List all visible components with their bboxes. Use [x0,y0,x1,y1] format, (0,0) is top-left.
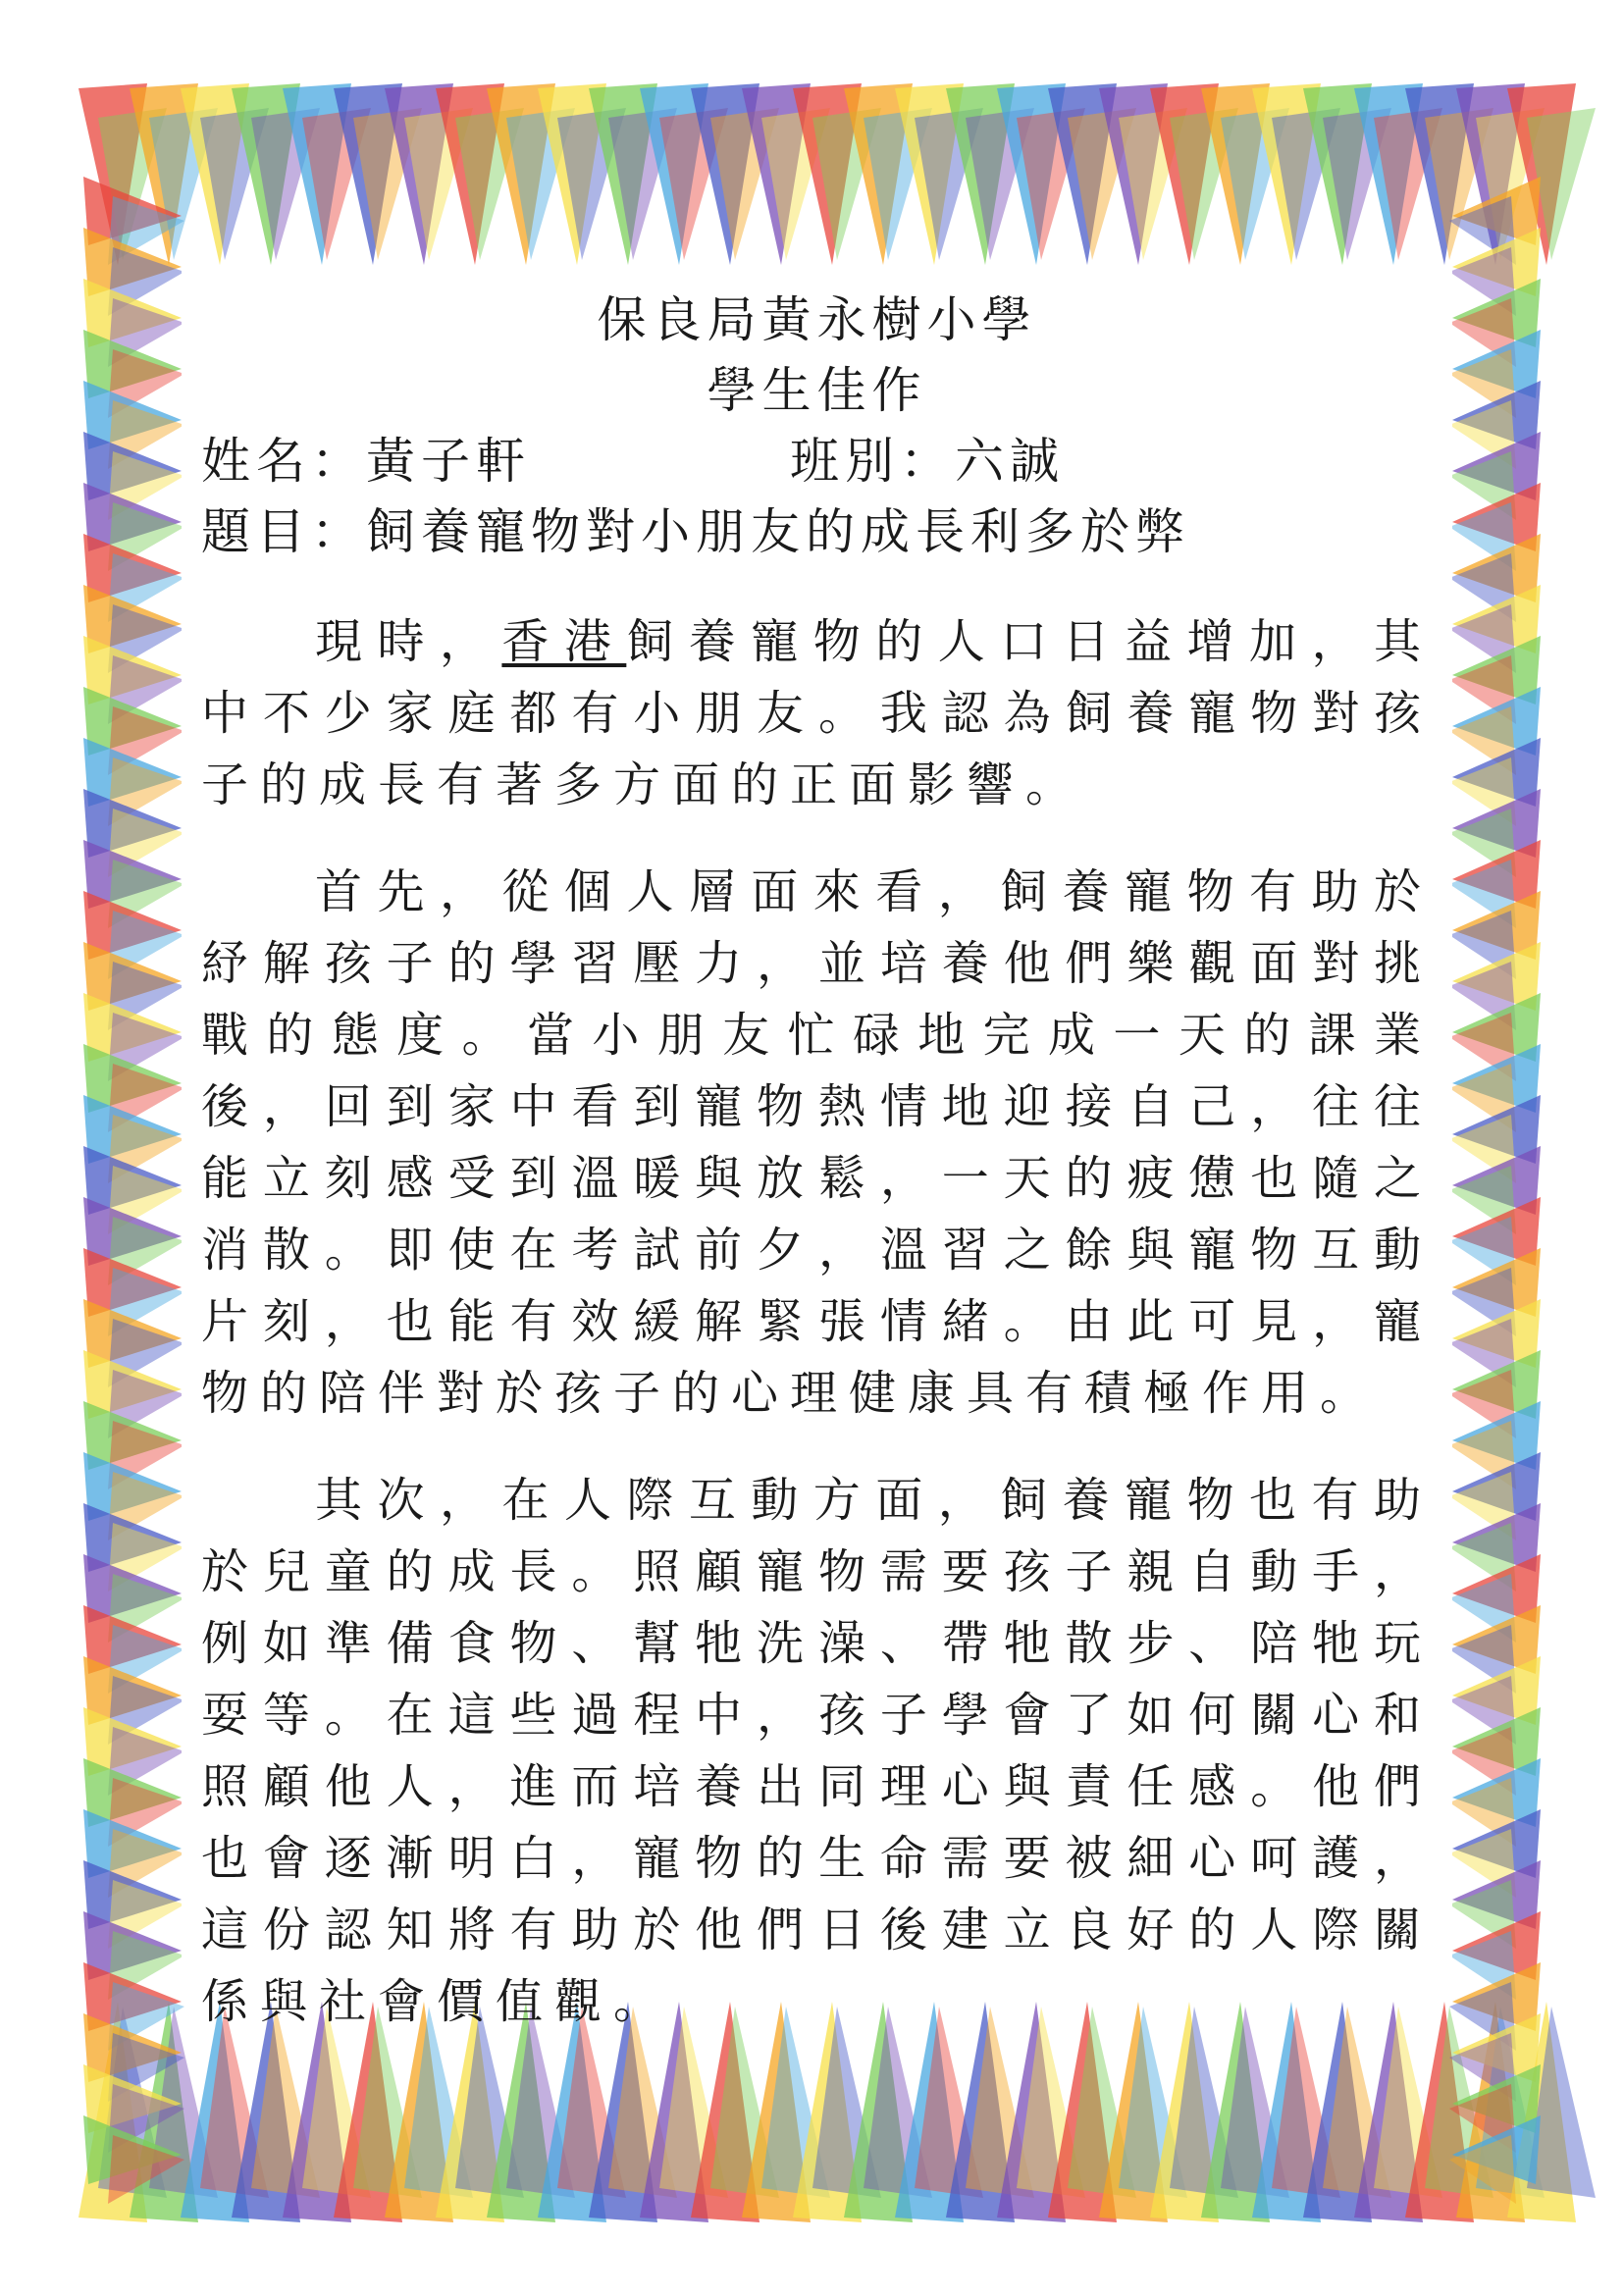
student-class: 六誠 [955,433,1065,490]
document-title: 學生佳作 [707,362,927,419]
student-info-row [201,426,1433,496]
p1-lead: 現時， [315,614,502,669]
topic-row [201,496,1433,567]
topic-label: 題目： [201,503,366,560]
p1-rest: 飼養寵物的人口日益增加，其中不少家庭都有小朋友。我認為飼養寵物對孩子的成長有著多方面的正面影響。 [201,614,1433,812]
topic-text: 飼養寵物對小朋友的成長利多於弊 [366,503,1190,560]
essay-paragraph-1 [201,606,1433,821]
essay-paragraph-3: 其次，在人際互動方面，飼養寵物也有助於兒童的成長。照顧寵物需要孩子親自動手，例如準備食物、幫牠洗澡、帶牠散步、陪牠玩耍等。在這些過程中，孩子學會了如何關心和照顧他人，進而培養出同理心與責任感。他們也會逐漸明白，寵物的生命需要被細心呵護，這份認知將有助於他們日後建立良好的人際關係與社會價值觀。 [201,1473,1433,2029]
class-label: 班別： [790,433,955,490]
school-name: 保良局黃永樹小學 [597,291,1037,348]
name-label: 姓名： [201,433,366,490]
class-info [790,426,1065,496]
essay-paragraph-2: 首先，從個人層面來看，飼養寵物有助於紓解孩子的學習壓力，並培養他們樂觀面對挑戰的態度。當小朋友忙碌地完成一天的課業後，回到家中看到寵物熱情地迎接自己，往往能立刻感受到溫暖與放鬆，一天的疲憊也隨之消散。即使在考試前夕，溫習之餘與寵物互動片刻，也能有效緩解緊張情緒。由此可見，寵物的陪伴對於孩子的心理健康具有積極作用。 [201,864,1433,1421]
essay-paper [182,265,1452,2029]
essay-body [201,606,1433,2038]
p1-proper-noun: 香港 [501,614,627,669]
student-name: 黃子軒 [366,433,531,490]
